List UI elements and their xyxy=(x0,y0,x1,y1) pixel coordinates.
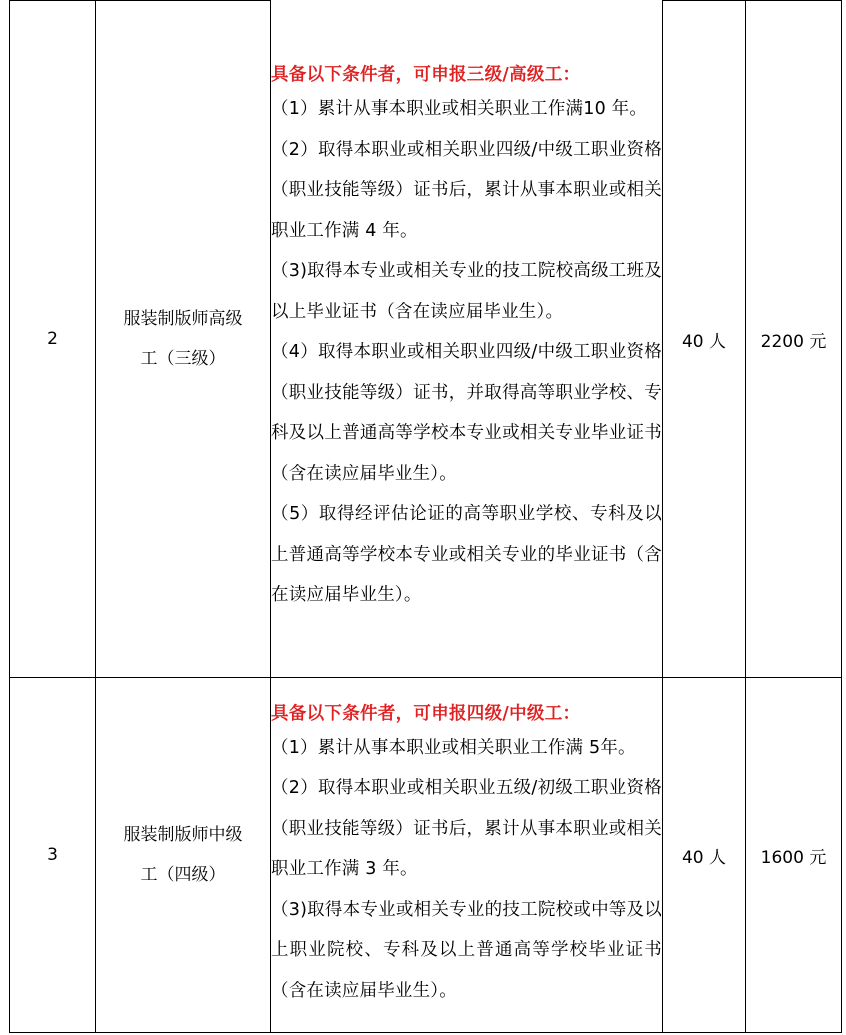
quota-count: 40 人 xyxy=(663,1,746,678)
row-number: 3 xyxy=(10,678,96,1033)
fee-amount: 2200 元 xyxy=(746,1,842,678)
occupation-name-line2: 工（四级） xyxy=(140,865,226,885)
occupation-name-line1: 服装制版师高级 xyxy=(123,309,243,329)
table-row xyxy=(10,678,842,1033)
condition-item: （2）取得本职业或相关职业五级/初级工职业资格（职业技能等级）证书后，累计从事本职业或相关职业工作满 3 年。 xyxy=(271,778,662,880)
condition-item: （2）取得本职业或相关职业四级/中级工职业资格（职业技能等级）证书后，累计从事本职业或相关职业工作满 4 年。 xyxy=(271,139,662,241)
row-number: 2 xyxy=(10,1,96,678)
condition-item: （3)取得本专业或相关专业的技工院校高级工班及以上毕业证书（含在读应届毕业生）。 xyxy=(271,261,662,322)
quota-count: 40 人 xyxy=(663,678,746,1033)
occupation-name xyxy=(96,678,271,1033)
application-conditions xyxy=(271,1,663,678)
application-conditions xyxy=(271,678,663,1033)
qualification-table xyxy=(9,0,842,1033)
condition-item: （1）累计从事本职业或相关职业工作满 5年。 xyxy=(271,737,636,758)
conditions-heading: 具备以下条件者，可申报四级/中级工： xyxy=(271,703,581,724)
fee-amount: 1600 元 xyxy=(746,678,842,1033)
conditions-heading: 具备以下条件者，可申报三级/高级工： xyxy=(271,65,581,85)
condition-item: （5）取得经评估论证的高等职业学校、专科及以上普通高等学校本专业或相关专业的毕业证书（含在读应届毕业生）。 xyxy=(271,504,662,605)
condition-item: （1）累计从事本职业或相关职业工作满10 年。 xyxy=(271,99,648,119)
condition-item: （4）取得本职业或相关职业四级/中级工职业资格（职业技能等级）证书，并取得高等职业学校、专科及以上普通高等学校本专业或相关专业毕业证书（含在读应届毕业生）。 xyxy=(271,342,662,484)
condition-item: （3)取得本专业或相关专业的技工院校或中等及以上职业院校、专科及以上普通高等学校毕业证书（含在读应届毕业生）。 xyxy=(271,899,662,1001)
occupation-name-line2: 工（三级） xyxy=(140,349,226,369)
table-row xyxy=(10,1,842,678)
occupation-name xyxy=(96,1,271,678)
occupation-name-line1: 服装制版师中级 xyxy=(123,825,243,845)
